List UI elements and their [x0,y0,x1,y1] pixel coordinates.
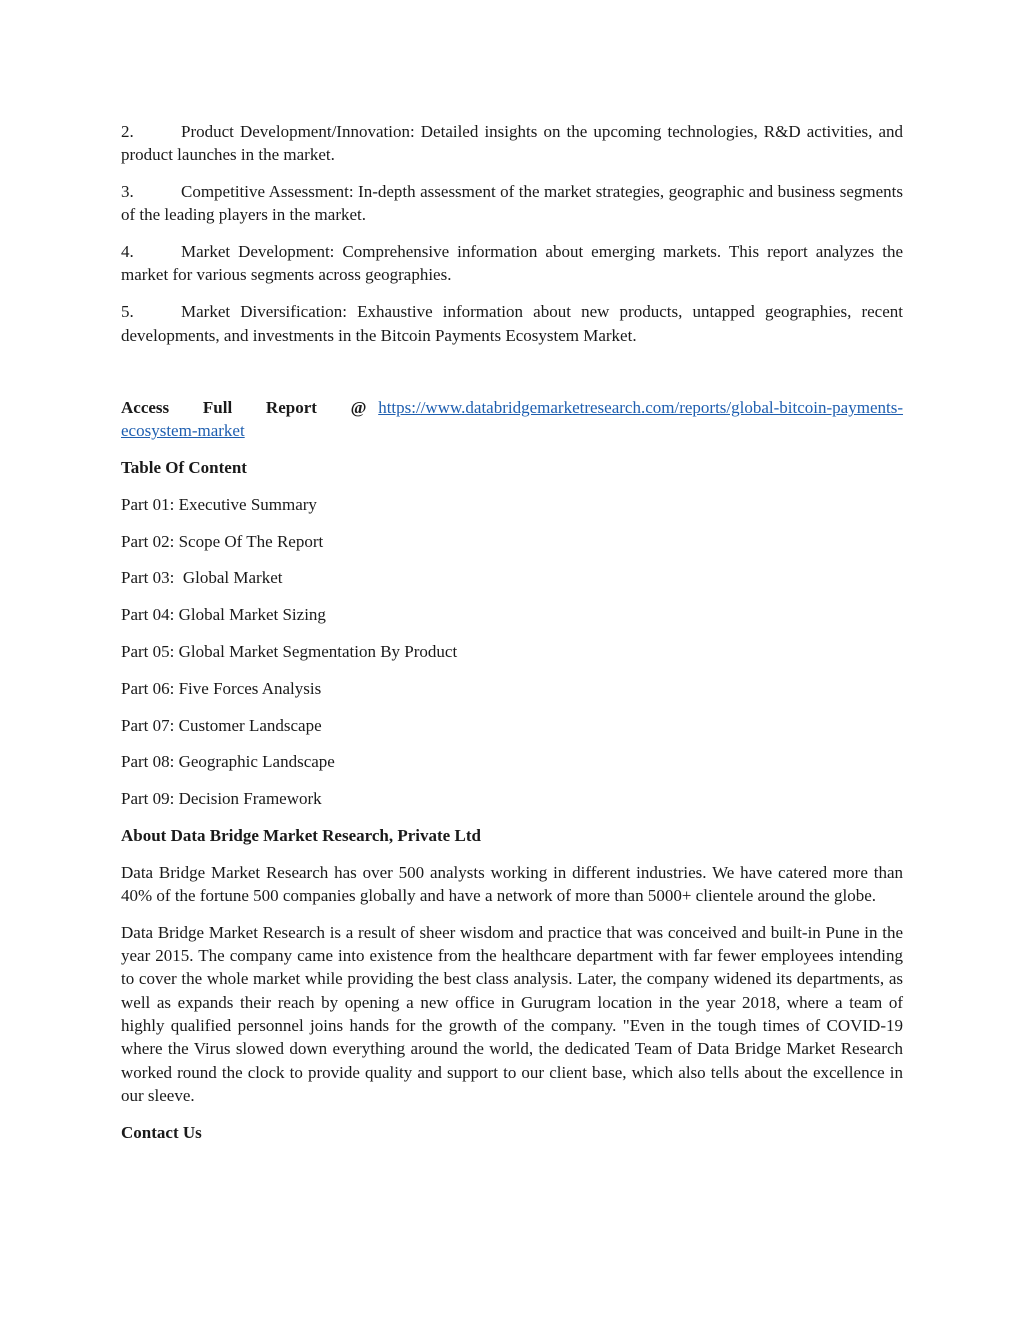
access-report-label: Access Full Report @ [121,397,367,417]
list-item-text: Competitive Assessment: In-depth assessment of the market strategies, geographic and business segments of the leading players in the market. [121,182,903,225]
toc-item: Part 02: Scope Of The Report [121,531,324,551]
list-item-number: 4. [121,242,134,262]
toc-item: Part 04: Global Market Sizing [121,605,326,625]
toc-item: Part 08: Geographic Landscape [121,752,335,772]
about-paragraph: Data Bridge Market Research is a result of sheer wisdom and practice that was conceived and built-in Pune in the year 2015. The company came into existence from the healthcare department with far fewer employees intending to cover the whole market while providing the best class analysis. Later, the company widened its departments, as well as expands their reach by opening a new office in Gurugram location in the year 2018, where a team of highly qualified personnel joins hands for the growth of the company. "Even in the tough times of COVID-19 where the Virus slowed down everything around the world, the dedicated Team of Data Bridge Market Research worked round the clock to provide quality and support to our client base, which also tells about the excellence in our sleeve. [121,922,903,1105]
contact-heading: Contact Us [121,1122,202,1142]
toc-heading: Table Of Content [121,457,247,477]
list-item-text: Market Diversification: Exhaustive information about new products, untapped geographies, recent developments, and investments in the Bitcoin Payments Ecosystem Market. [121,302,903,345]
list-item-number: 5. [121,302,134,322]
toc-item: Part 03: Global Market [121,568,283,588]
toc-item: Part 09: Decision Framework [121,789,322,809]
access-report-line [121,396,903,443]
toc-item: Part 05: Global Market Segmentation By Product [121,641,458,661]
list-item-text: Product Development/Innovation: Detailed insights on the upcoming technologies, R&D activities, and product launches in the market. [121,122,903,165]
toc-item: Part 01: Executive Summary [121,494,317,514]
list-item [121,300,903,347]
toc-item: Part 07: Customer Landscape [121,715,322,735]
report-link[interactable]: https://www.databridgemarketresearch.com/reports/global-bitcoin-payments-ecosystem-market [121,397,903,441]
list-item-text: Market Development: Comprehensive information about emerging markets. This report analyzes the market for various segments across geographies. [121,242,903,285]
list-item [121,180,903,227]
about-paragraph: Data Bridge Market Research has over 500 analysts working in different industries. We have catered more than 40% of the fortune 500 companies globally and have a network of more than 5000+ clientele around the globe. [121,862,903,906]
list-item-number: 3. [121,182,134,202]
list-item [121,240,903,287]
toc-item: Part 06: Five Forces Analysis [121,678,322,698]
document-page [121,120,903,1158]
list-item [121,120,903,167]
list-item-number: 2. [121,122,134,141]
about-heading: About Data Bridge Market Research, Private Ltd [121,825,481,845]
